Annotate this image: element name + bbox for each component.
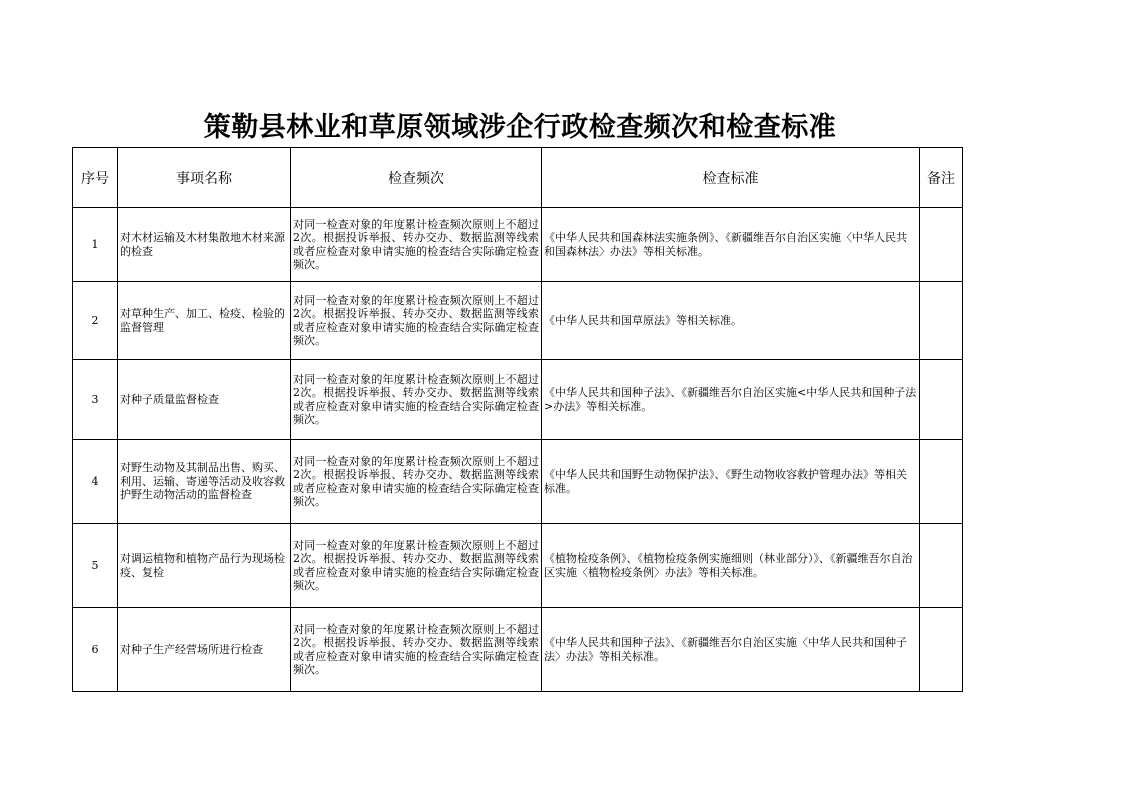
table-row — [73, 608, 963, 692]
header-name: 事项名称 — [118, 148, 291, 208]
row-note — [920, 524, 963, 608]
row-standard: 《中华人民共和国种子法》、《新疆维吾尔自治区实施〈中华人民共和国种子法〉办法》等相关标准。 — [542, 608, 920, 692]
row-note — [920, 208, 963, 282]
row-frequency: 对同一检查对象的年度累计检查频次原则上不超过2次。根据投诉举报、转办交办、数据监测等线索或者应检查对象申请实施的检查结合实际确定检查频次。 — [291, 608, 542, 692]
row-name: 对木材运输及木材集散地木材来源的检查 — [118, 208, 291, 282]
row-note — [920, 440, 963, 524]
table-row — [73, 440, 963, 524]
header-no: 序号 — [73, 148, 118, 208]
header-note: 备注 — [920, 148, 963, 208]
row-no: 3 — [73, 360, 118, 440]
row-name: 对野生动物及其制品出售、购买、利用、运输、寄递等活动及收容救护野生动物活动的监督检查 — [118, 440, 291, 524]
row-name: 对种子生产经营场所进行检查 — [118, 608, 291, 692]
row-frequency: 对同一检查对象的年度累计检查频次原则上不超过2次。根据投诉举报、转办交办、数据监测等线索或者应检查对象申请实施的检查结合实际确定检查频次。 — [291, 208, 542, 282]
row-name: 对草种生产、加工、检疫、检验的监督管理 — [118, 282, 291, 360]
row-standard: 《中华人民共和国森林法实施条例》、《新疆维吾尔自治区实施〈中华人民共和国森林法〉办法》等相关标准。 — [542, 208, 920, 282]
table-row — [73, 524, 963, 608]
row-name: 对种子质量监督检查 — [118, 360, 291, 440]
table-row — [73, 208, 963, 282]
row-no: 5 — [73, 524, 118, 608]
row-note — [920, 608, 963, 692]
table-row — [73, 282, 963, 360]
row-no: 6 — [73, 608, 118, 692]
page-title: 策勒县林业和草原领域涉企行政检查频次和检查标准 — [203, 112, 837, 143]
row-frequency: 对同一检查对象的年度累计检查频次原则上不超过2次。根据投诉举报、转办交办、数据监测等线索或者应检查对象申请实施的检查结合实际确定检查频次。 — [291, 360, 542, 440]
row-no: 1 — [73, 208, 118, 282]
table-row — [73, 360, 963, 440]
row-frequency: 对同一检查对象的年度累计检查频次原则上不超过2次。根据投诉举报、转办交办、数据监测等线索或者应检查对象申请实施的检查结合实际确定检查频次。 — [291, 282, 542, 360]
row-name: 对调运植物和植物产品行为现场检疫、复检 — [118, 524, 291, 608]
row-no: 2 — [73, 282, 118, 360]
row-frequency: 对同一检查对象的年度累计检查频次原则上不超过2次。根据投诉举报、转办交办、数据监测等线索或者应检查对象申请实施的检查结合实际确定检查频次。 — [291, 440, 542, 524]
header-row — [73, 148, 963, 208]
row-standard: 《中华人民共和国种子法》、《新疆维吾尔自治区实施<中华人民共和国种子法>办法》等相关标准。 — [542, 360, 920, 440]
row-standard: 《中华人民共和国野生动物保护法》、《野生动物收容救护管理办法》等相关标准。 — [542, 440, 920, 524]
row-note — [920, 360, 963, 440]
row-frequency: 对同一检查对象的年度累计检查频次原则上不超过2次。根据投诉举报、转办交办、数据监测等线索或者应检查对象申请实施的检查结合实际确定检查频次。 — [291, 524, 542, 608]
row-note — [920, 282, 963, 360]
header-standard: 检查标准 — [542, 148, 920, 208]
row-no: 4 — [73, 440, 118, 524]
row-standard: 《中华人民共和国草原法》等相关标准。 — [542, 282, 920, 360]
row-standard: 《植物检疫条例》、《植物检疫条例实施细则（林业部分）》、《新疆维吾尔自治区实施〈植物检疫条例〉办法》等相关标准。 — [542, 524, 920, 608]
inspection-table — [72, 147, 963, 692]
header-frequency: 检查频次 — [291, 148, 542, 208]
